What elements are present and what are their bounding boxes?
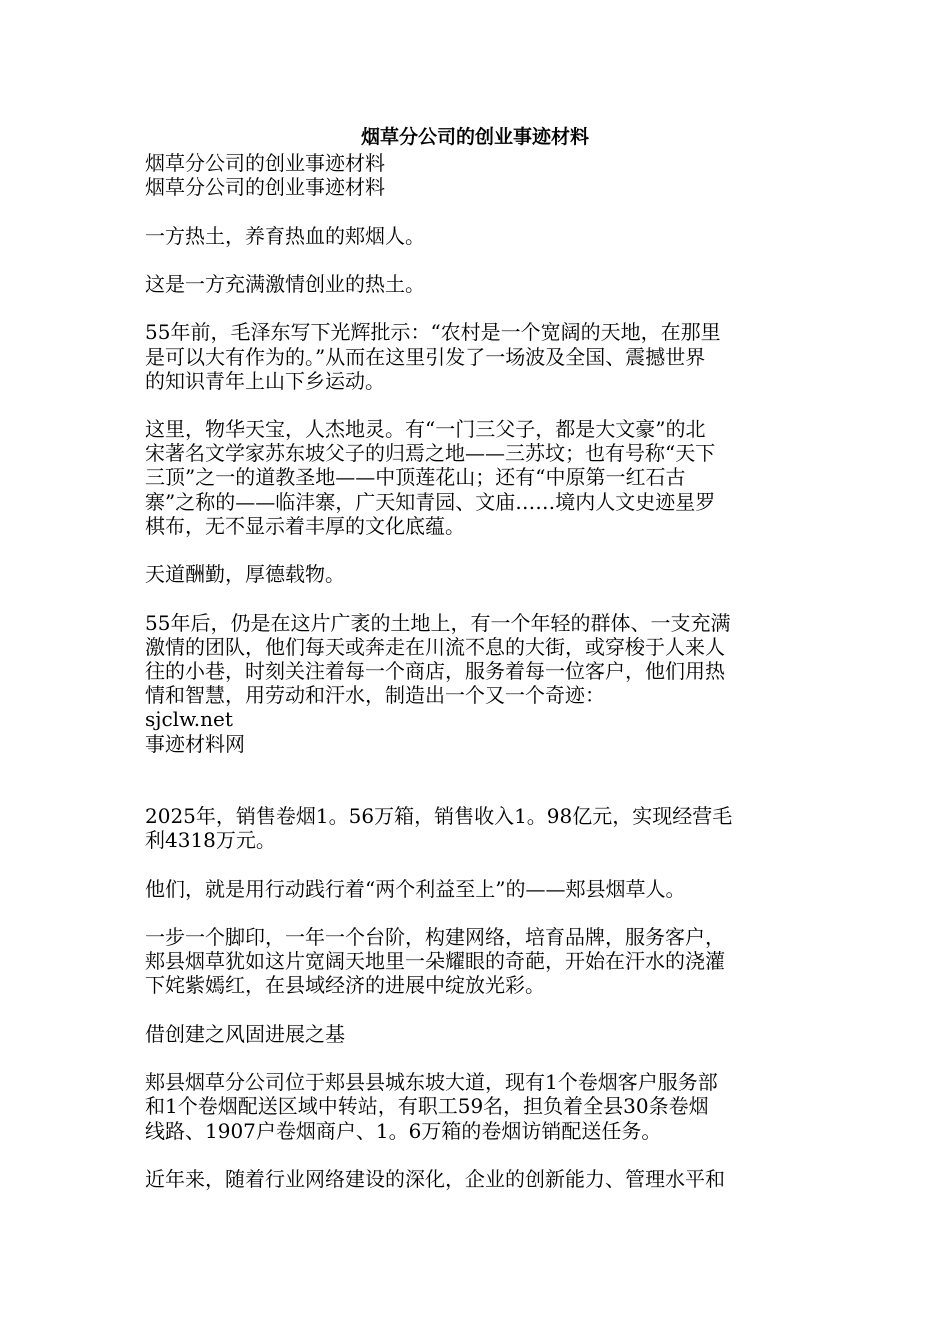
text-line: 的知识青年上山下乡运动。 bbox=[145, 368, 385, 393]
text-line: 事迹材料网 bbox=[145, 731, 245, 756]
paragraph-gap bbox=[145, 901, 810, 925]
paragraph-gap bbox=[145, 998, 810, 1022]
text-line: 2025年，销售卷烟1。56万箱，销售收入1。98亿元，实现经营毛 bbox=[145, 804, 733, 829]
text-line: 烟草分公司的创业事迹材料 bbox=[145, 151, 385, 175]
paragraph-gap bbox=[145, 852, 810, 876]
text-line: 是可以大有作为的。”从而在这里引发了一场波及全国、震撼世界 bbox=[145, 344, 706, 369]
paragraph-gap bbox=[145, 248, 810, 272]
text-line: 和1个卷烟配送区域中转站，有职工59名，担负着全县30条卷烟 bbox=[145, 1094, 709, 1119]
paragraph-gap bbox=[145, 296, 810, 320]
paragraph-gap bbox=[145, 393, 810, 417]
text-line: 这里，物华天宝，人杰地灵。有“一门三父子，都是大文豪”的北 bbox=[145, 417, 706, 442]
text-line: 利4318万元。 bbox=[145, 828, 276, 853]
text-line: sjclw.net bbox=[145, 707, 233, 732]
text-line: 下姹紫嫣红，在县域经济的进展中绽放光彩。 bbox=[145, 973, 545, 998]
text-line: 棋布，无不显示着丰厚的文化底蕴。 bbox=[145, 513, 465, 538]
document-body bbox=[145, 151, 810, 1191]
paragraph-gap bbox=[145, 538, 810, 562]
text-line: 线路、1907户卷烟商户、1。6万箱的卷烟访销配送任务。 bbox=[145, 1118, 662, 1143]
text-line: 宋著名文学家苏东坡父子的归焉之地——三苏坟；也有号称“天下 bbox=[145, 441, 716, 466]
paragraph-gap bbox=[145, 199, 810, 223]
text-line: 烟草分公司的创业事迹材料 bbox=[145, 175, 385, 200]
text-line: 三顶”之一的道教圣地——中顶莲花山；还有“中原第一红石古 bbox=[145, 465, 686, 490]
section-heading: 借创建之风固进展之基 bbox=[145, 1021, 345, 1046]
text-line: 一步一个脚印，一年一个台阶，构建网络，培育品牌，服务客户， bbox=[145, 925, 725, 950]
text-line: 这是一方充满激情创业的热土。 bbox=[145, 271, 425, 296]
text-line: 寨”之称的——临沣寨，广天知青园、文庙……境内人文史迹星罗 bbox=[145, 489, 716, 514]
text-line: 55年后，仍是在这片广袤的土地上，有一个年轻的群体、一支充满 bbox=[145, 610, 731, 635]
paragraph-gap bbox=[145, 586, 810, 610]
paragraph-gap bbox=[145, 1046, 810, 1070]
text-line: 一方热土，养育热血的郏烟人。 bbox=[145, 223, 425, 248]
text-line: 55年前，毛泽东写下光辉批示：“农村是一个宽阔的天地，在那里 bbox=[145, 320, 721, 345]
text-line: 激情的团队，他们每天或奔走在川流不息的大街，或穿梭于人来人 bbox=[145, 634, 725, 659]
text-line: 近年来，随着行业网络建设的深化，企业的创新能力、管理水平和 bbox=[145, 1166, 725, 1191]
text-line: 郏县烟草分公司位于郏县县城东坡大道，现有1个卷烟客户服务部 bbox=[145, 1070, 718, 1095]
text-line: 往的小巷，时刻关注着每一个商店，服务着每一位客户，他们用热 bbox=[145, 658, 725, 683]
document-title: 烟草分公司的创业事迹材料 bbox=[360, 126, 589, 148]
text-line: 郏县烟草犹如这片宽阔天地里一朵耀眼的奇葩，开始在汗水的浇灌 bbox=[145, 949, 725, 974]
text-line: 他们，就是用行动践行着“两个利益至上”的——郏县烟草人。 bbox=[145, 876, 686, 901]
text-line: 天道酬勤，厚德载物。 bbox=[145, 562, 345, 587]
text-line: 情和智慧，用劳动和汗水，制造出一个又一个奇迹： bbox=[145, 683, 605, 708]
paragraph-gap bbox=[145, 756, 810, 804]
paragraph-gap bbox=[145, 1143, 810, 1167]
